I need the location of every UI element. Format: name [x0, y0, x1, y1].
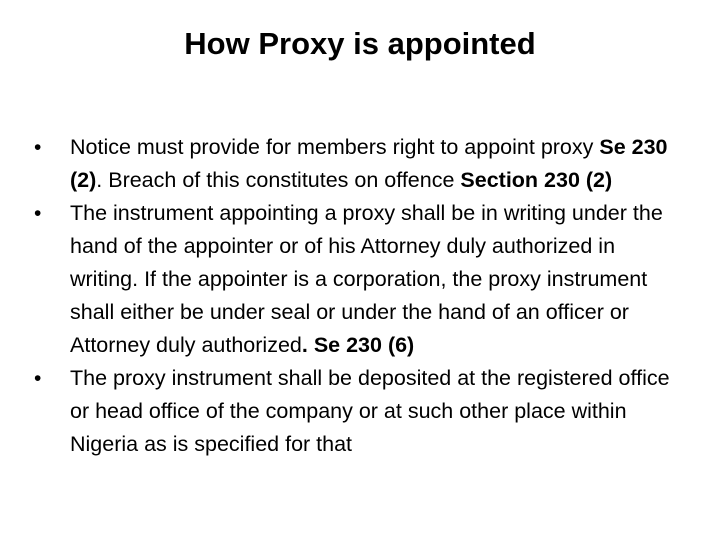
- bullet-dot-icon: •: [34, 367, 42, 390]
- section-reference: Section 230 (2): [460, 168, 613, 192]
- bullet-text: The proxy instrument shall be deposited at the registered office or head office of the company or at such other place within Nigeria as is specified for that: [70, 366, 670, 456]
- bullet-text: Notice must provide for members right to appoint proxy: [70, 135, 600, 159]
- section-reference: . Se 230 (6): [301, 333, 415, 357]
- section-reference: Se 230 (2): [70, 135, 668, 192]
- bullet-item: [34, 131, 684, 197]
- slide-title: How Proxy is appointed: [184, 26, 536, 61]
- bullet-item: [34, 197, 684, 362]
- bullet-list: [34, 131, 684, 461]
- bullet-text: The instrument appointing a proxy shall be in writing under the hand of the appointer or of his Attorney duly authorized in writing. If the appointer is a corporation, the proxy instrument shall either be under seal or under the hand of an officer or Attorney duly authorized: [70, 201, 663, 357]
- bullet-dot-icon: •: [34, 202, 42, 225]
- bullet-dot-icon: •: [34, 136, 42, 159]
- bullet-item: [34, 362, 684, 461]
- bullet-text: . Breach of this constitutes on offence: [96, 168, 461, 192]
